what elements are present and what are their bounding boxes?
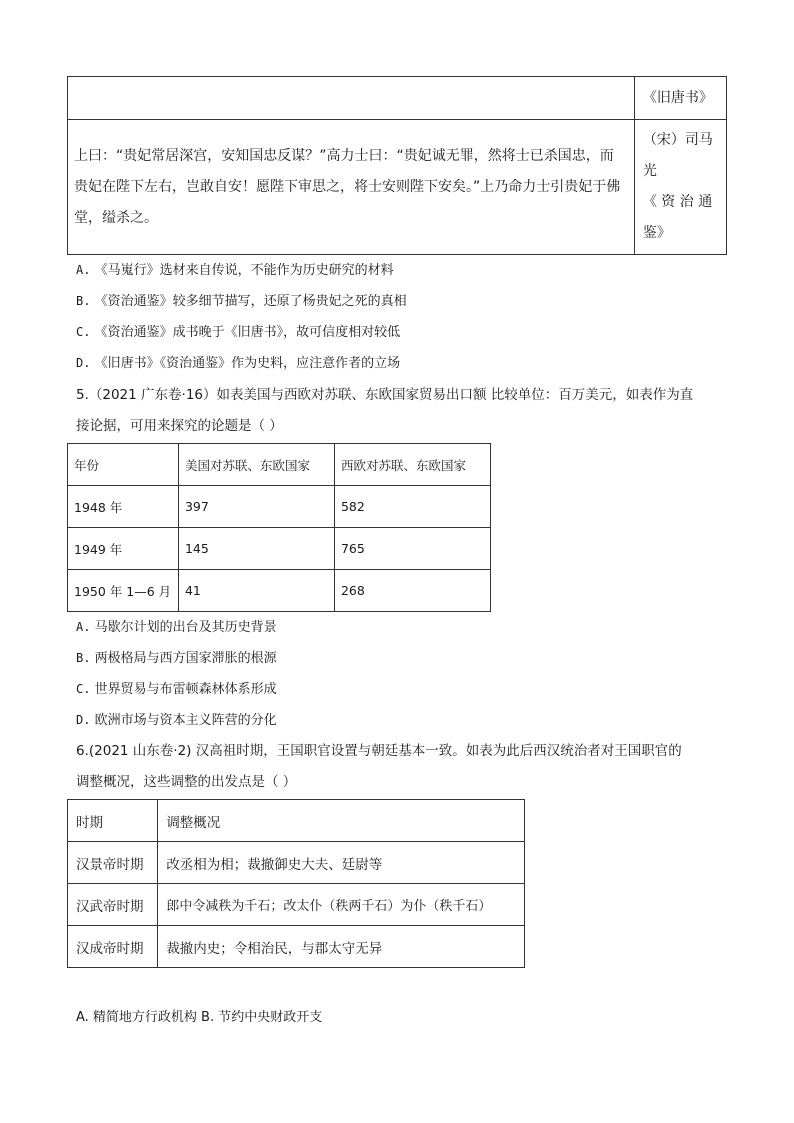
table-header-cell: 西欧对苏联、东欧国家 [334, 444, 490, 486]
q6-stem: 6.(2021 山东卷·2) 汉高祖时期，王国职官设置与朝廷基本一致。如表为此后西汉统治者对王国职官的 调整概况，这些调整的出发点是（ ） [76, 743, 682, 790]
table-row [68, 884, 525, 926]
q5-option-d: D. 欧洲市场与资本主义阵营的分化 [76, 713, 277, 728]
table-row [68, 486, 491, 528]
table-header-cell: 时期 [68, 800, 158, 842]
table-cell: 41 [178, 570, 334, 612]
q4-option-d: D. 《旧唐书》《资治通鉴》作为史料，应注意作者的立场 [76, 356, 401, 371]
q6-options-line: A. 精简地方行政机构 B. 节约中央财政开支 [76, 1010, 323, 1025]
q4-option-a: A. 《马嵬行》选材来自传说，不能作为历史研究的材料 [76, 263, 394, 278]
table-row [68, 926, 525, 968]
trade-table [67, 443, 491, 612]
quote-line: 堂，缢杀之。 [74, 209, 158, 226]
table-cell: 汉成帝时期 [68, 926, 158, 968]
table-header-cell: 年份 [68, 444, 179, 486]
table-row [68, 528, 491, 570]
table-cell: 汉武帝时期 [68, 884, 158, 926]
q5-option-c: C. 世界贸易与布雷顿森林体系形成 [76, 682, 277, 697]
table-row [68, 842, 525, 884]
quote-line: 贵妃在陛下左右，岂敢自安！愿陛下审思之，将士安则陛下安矣。”上乃命力士引贵妃于佛 [74, 178, 621, 195]
officials-table [67, 799, 525, 968]
table-cell: 改丞相为相；裁撤御史大夫、廷尉等 [158, 842, 525, 884]
q5-option-a: A. 马歇尔计划的出台及其历史背景 [76, 620, 277, 635]
q4-option-c: C. 《资治通鉴》成书晚于《旧唐书》，故可信度相对较低 [76, 325, 401, 340]
table-cell: 汉景帝时期 [68, 842, 158, 884]
table-cell: 1949 年 [68, 528, 179, 570]
q5-option-b: B. 两极格局与西方国家滞胀的根源 [76, 651, 277, 666]
table-cell: 1950 年 1—6 月 [68, 570, 179, 612]
table-header-cell: 美国对苏联、东欧国家 [178, 444, 334, 486]
q4-option-b: B. 《资治通鉴》较多细节描写，还原了杨贵妃之死的真相 [76, 294, 407, 309]
table-row [68, 800, 525, 842]
table-cell: 765 [334, 528, 490, 570]
table-row [68, 570, 491, 612]
source-table-header-source: 《旧唐书》 [634, 77, 726, 120]
table-cell: 郎中令减秩为千石；改太仆（秩两千石）为仆（秩千石） [158, 884, 525, 926]
source-table-attribution: （宋）司马 光 《 资 治 通 鉴》 [634, 120, 726, 255]
table-cell: 268 [334, 570, 490, 612]
source-table-quote [68, 120, 635, 255]
source-table-empty-cell [68, 77, 635, 120]
table-cell: 582 [334, 486, 490, 528]
quote-line: 上曰：“贵妃常居深宫，安知国忠反谋？”高力士曰：“贵妃诚无罪，然将士已杀国忠，而 [74, 147, 614, 164]
table-cell: 1948 年 [68, 486, 179, 528]
table-cell: 裁撤内史；令相治民，与郡太守无异 [158, 926, 525, 968]
table-row [68, 444, 491, 486]
table-cell: 397 [178, 486, 334, 528]
table-header-cell: 调整概况 [158, 800, 525, 842]
q5-stem: 5.（2021 广东卷·16）如表美国与西欧对苏联、东欧国家贸易出口额 比较单位：百万美元，如表作为直 接论据，可用来探究的论题是（ ） [76, 387, 694, 434]
table-cell: 145 [178, 528, 334, 570]
source-table [67, 76, 727, 255]
